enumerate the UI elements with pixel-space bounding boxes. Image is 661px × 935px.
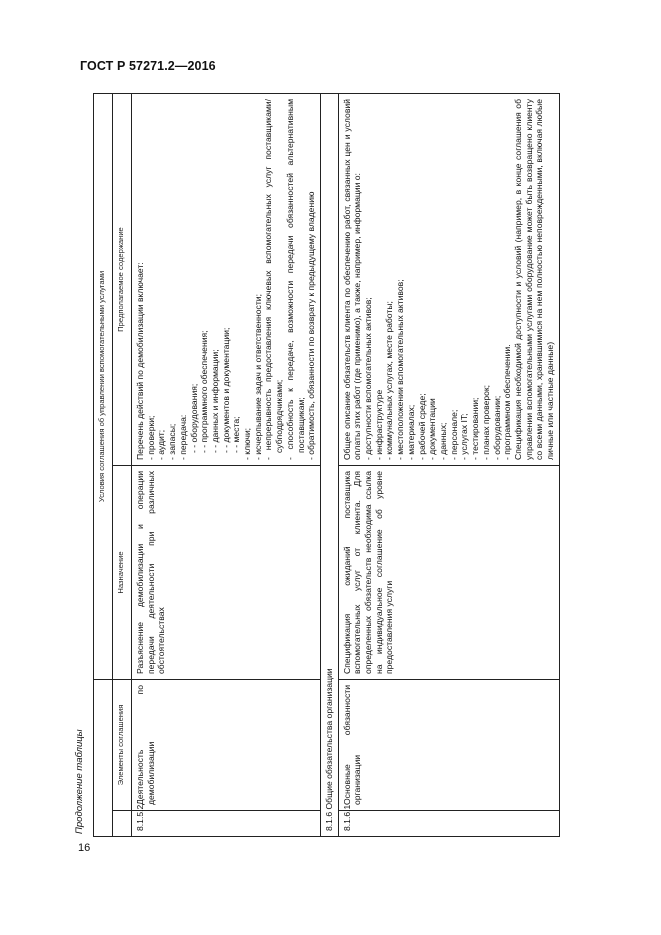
row-id: 8.1.6.1 bbox=[338, 811, 559, 837]
table-row bbox=[132, 94, 321, 837]
list-item: - способность к передаче, возможности передачи обязанностей альтернативным поставщикам; bbox=[285, 99, 306, 460]
row-id: 8.1.5.2 bbox=[132, 811, 321, 837]
section-title: 8.1.6 Общие обязательства организации bbox=[320, 94, 338, 837]
list-item: - - документов и документации; bbox=[221, 99, 232, 460]
list-item: - планах проверок; bbox=[481, 99, 492, 460]
list-item: - услугах IT; bbox=[459, 99, 470, 460]
list-item: - документации bbox=[427, 99, 438, 460]
page-number: 16 bbox=[78, 842, 91, 854]
list-item: - обратимость, обязанности по возврату к предыдущему владению bbox=[306, 99, 317, 460]
list-item: - аудит; bbox=[156, 99, 167, 460]
content-intro: Общее описание обязательств клиента по обеспечению работ, связанных цен и условий оплаты этих работ (где применимо), а также, например, информации о: bbox=[341, 99, 363, 460]
content-outro: Спецификация необходимой доступности и условий (например, в конце соглашения об управлении вспомогательными услугами оборудование может быть возвращено клиенту со всеми данными, хранившимися на нем полностью неповрежденными, включая любые личные или частные данные) bbox=[512, 99, 556, 460]
list-item: - материалах; bbox=[406, 99, 417, 460]
list-item: - доступности вспомогательных активов; bbox=[363, 99, 374, 460]
row-purpose: Спецификация ожиданий поставщика вспомогательных услуг от клиента. Для определенных обязательств необходима ссылка на индивидуальное соглашение об уровне предоставления услуги bbox=[338, 466, 559, 680]
list-item: - местоположении вспомогательных активов; bbox=[395, 99, 406, 460]
content-list bbox=[146, 99, 317, 460]
row-content bbox=[132, 94, 321, 466]
content-list bbox=[363, 99, 513, 460]
list-item: - запасы; bbox=[167, 99, 178, 460]
table-header-blank bbox=[94, 680, 113, 837]
list-item: - - данных и информации; bbox=[210, 99, 221, 460]
list-item: - рабочей среде; bbox=[417, 99, 428, 460]
list-item: - тестировании; bbox=[470, 99, 481, 460]
requirements-table bbox=[93, 93, 560, 837]
list-item: - данных; bbox=[438, 99, 449, 460]
list-item: - - оборудования; bbox=[189, 99, 200, 460]
row-element: Деятельность по демобилизации bbox=[132, 680, 321, 811]
list-item: - коммунальных услугах, месте работы; bbox=[384, 99, 395, 460]
list-item: - ключи; bbox=[242, 99, 253, 460]
list-item: - исчерпывание задач и ответственности; bbox=[253, 99, 264, 460]
column-header-purpose: Назначение bbox=[113, 466, 132, 680]
list-item: - непрерывность предоставления ключевых вспомогательных услуг поставщиками/субподрядчиками; bbox=[263, 99, 284, 460]
list-item: - передача: bbox=[178, 99, 189, 460]
row-content bbox=[338, 94, 559, 466]
table-super-header: Условия соглашения об управлении вспомогательными услугами bbox=[94, 94, 113, 680]
column-header-elements: Элементы соглашения bbox=[113, 680, 132, 811]
table-header-blank-id bbox=[113, 811, 132, 837]
continuation-label: Продолжение таблицы bbox=[74, 729, 85, 834]
row-purpose: Разъяснение демобилизации и операции передачи деятельности при различных обстоятельствах bbox=[132, 466, 321, 680]
section-row bbox=[320, 94, 338, 837]
list-item: - - места; bbox=[231, 99, 242, 460]
rotated-table-container bbox=[93, 94, 598, 837]
list-item: - инфраструктуре bbox=[374, 99, 385, 460]
column-header-content: Предполагаемое содержание bbox=[113, 94, 132, 466]
row-element: Основные обязанности организации bbox=[338, 680, 559, 811]
content-intro: Перечень действий по демобилизации включает: bbox=[135, 262, 145, 460]
table-row bbox=[338, 94, 559, 837]
list-item: - персонале; bbox=[449, 99, 460, 460]
document-header: ГОСТ Р 57271.2—2016 bbox=[80, 59, 216, 73]
list-item: - - программного обеспечения; bbox=[199, 99, 210, 460]
list-item: - оборудовании; bbox=[492, 99, 503, 460]
list-item: - проверки; bbox=[146, 99, 157, 460]
list-item: - программном обеспечении. bbox=[502, 99, 513, 460]
